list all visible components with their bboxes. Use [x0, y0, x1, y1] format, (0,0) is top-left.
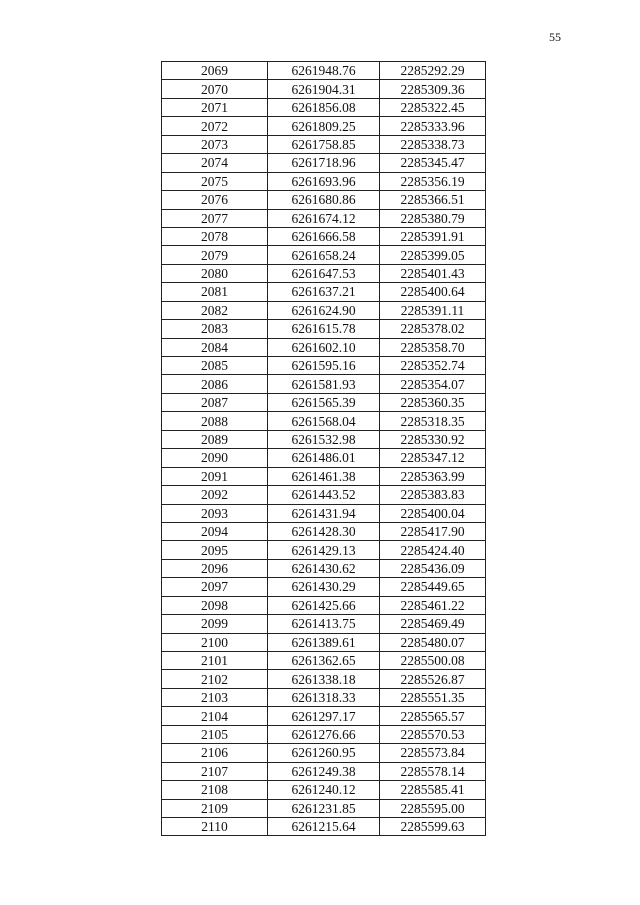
point-number-cell: 2070: [162, 80, 268, 98]
y-coordinate-cell: 2285356.19: [380, 172, 486, 190]
table-row: [162, 357, 486, 375]
point-number-cell: 2085: [162, 357, 268, 375]
table-row: [162, 412, 486, 430]
table-row: [162, 486, 486, 504]
point-number-cell: 2103: [162, 688, 268, 706]
table-row: [162, 615, 486, 633]
point-number-cell: 2093: [162, 504, 268, 522]
point-number-cell: 2074: [162, 154, 268, 172]
table-row: [162, 135, 486, 153]
x-coordinate-cell: 6261602.10: [268, 338, 380, 356]
point-number-cell: 2104: [162, 707, 268, 725]
point-number-cell: 2079: [162, 246, 268, 264]
table-row: [162, 762, 486, 780]
point-number-cell: 2100: [162, 633, 268, 651]
table-row: [162, 117, 486, 135]
y-coordinate-cell: 2285436.09: [380, 559, 486, 577]
point-number-cell: 2097: [162, 578, 268, 596]
x-coordinate-cell: 6261461.38: [268, 467, 380, 485]
coordinates-table: [161, 61, 486, 836]
table-row: [162, 80, 486, 98]
y-coordinate-cell: 2285347.12: [380, 449, 486, 467]
y-coordinate-cell: 2285360.35: [380, 393, 486, 411]
table-row: [162, 393, 486, 411]
point-number-cell: 2095: [162, 541, 268, 559]
point-number-cell: 2086: [162, 375, 268, 393]
table-row: [162, 559, 486, 577]
x-coordinate-cell: 6261486.01: [268, 449, 380, 467]
x-coordinate-cell: 6261680.86: [268, 191, 380, 209]
point-number-cell: 2071: [162, 98, 268, 116]
y-coordinate-cell: 2285309.36: [380, 80, 486, 98]
y-coordinate-cell: 2285358.70: [380, 338, 486, 356]
table-row: [162, 744, 486, 762]
point-number-cell: 2099: [162, 615, 268, 633]
table-row: [162, 725, 486, 743]
y-coordinate-cell: 2285565.57: [380, 707, 486, 725]
point-number-cell: 2106: [162, 744, 268, 762]
table-row: [162, 522, 486, 540]
point-number-cell: 2075: [162, 172, 268, 190]
x-coordinate-cell: 6261658.24: [268, 246, 380, 264]
y-coordinate-cell: 2285585.41: [380, 781, 486, 799]
x-coordinate-cell: 6261389.61: [268, 633, 380, 651]
x-coordinate-cell: 6261428.30: [268, 522, 380, 540]
table-row: [162, 301, 486, 319]
y-coordinate-cell: 2285338.73: [380, 135, 486, 153]
table-row: [162, 338, 486, 356]
x-coordinate-cell: 6261758.85: [268, 135, 380, 153]
point-number-cell: 2076: [162, 191, 268, 209]
table-row: [162, 430, 486, 448]
x-coordinate-cell: 6261718.96: [268, 154, 380, 172]
table-row: [162, 504, 486, 522]
y-coordinate-cell: 2285573.84: [380, 744, 486, 762]
x-coordinate-cell: 6261532.98: [268, 430, 380, 448]
y-coordinate-cell: 2285599.63: [380, 817, 486, 835]
x-coordinate-cell: 6261581.93: [268, 375, 380, 393]
point-number-cell: 2082: [162, 301, 268, 319]
point-number-cell: 2109: [162, 799, 268, 817]
y-coordinate-cell: 2285551.35: [380, 688, 486, 706]
x-coordinate-cell: 6261443.52: [268, 486, 380, 504]
y-coordinate-cell: 2285345.47: [380, 154, 486, 172]
point-number-cell: 2073: [162, 135, 268, 153]
point-number-cell: 2077: [162, 209, 268, 227]
x-coordinate-cell: 6261362.65: [268, 652, 380, 670]
y-coordinate-cell: 2285352.74: [380, 357, 486, 375]
y-coordinate-cell: 2285333.96: [380, 117, 486, 135]
point-number-cell: 2092: [162, 486, 268, 504]
y-coordinate-cell: 2285401.43: [380, 264, 486, 282]
page-number: 55: [549, 30, 561, 44]
y-coordinate-cell: 2285391.11: [380, 301, 486, 319]
x-coordinate-cell: 6261637.21: [268, 283, 380, 301]
x-coordinate-cell: 6261297.17: [268, 707, 380, 725]
table-row: [162, 98, 486, 116]
y-coordinate-cell: 2285391.91: [380, 227, 486, 245]
x-coordinate-cell: 6261338.18: [268, 670, 380, 688]
y-coordinate-cell: 2285363.99: [380, 467, 486, 485]
x-coordinate-cell: 6261904.31: [268, 80, 380, 98]
point-number-cell: 2084: [162, 338, 268, 356]
x-coordinate-cell: 6261318.33: [268, 688, 380, 706]
point-number-cell: 2080: [162, 264, 268, 282]
point-number-cell: 2081: [162, 283, 268, 301]
x-coordinate-cell: 6261809.25: [268, 117, 380, 135]
table-row: [162, 227, 486, 245]
table-row: [162, 62, 486, 80]
point-number-cell: 2087: [162, 393, 268, 411]
y-coordinate-cell: 2285417.90: [380, 522, 486, 540]
y-coordinate-cell: 2285383.83: [380, 486, 486, 504]
point-number-cell: 2101: [162, 652, 268, 670]
point-number-cell: 2094: [162, 522, 268, 540]
y-coordinate-cell: 2285380.79: [380, 209, 486, 227]
x-coordinate-cell: 6261856.08: [268, 98, 380, 116]
table-row: [162, 541, 486, 559]
point-number-cell: 2090: [162, 449, 268, 467]
x-coordinate-cell: 6261231.85: [268, 799, 380, 817]
x-coordinate-cell: 6261425.66: [268, 596, 380, 614]
x-coordinate-cell: 6261647.53: [268, 264, 380, 282]
x-coordinate-cell: 6261276.66: [268, 725, 380, 743]
x-coordinate-cell: 6261948.76: [268, 62, 380, 80]
point-number-cell: 2108: [162, 781, 268, 799]
table-row: [162, 375, 486, 393]
table-row: [162, 191, 486, 209]
x-coordinate-cell: 6261260.95: [268, 744, 380, 762]
y-coordinate-cell: 2285449.65: [380, 578, 486, 596]
y-coordinate-cell: 2285330.92: [380, 430, 486, 448]
y-coordinate-cell: 2285292.29: [380, 62, 486, 80]
x-coordinate-cell: 6261413.75: [268, 615, 380, 633]
x-coordinate-cell: 6261565.39: [268, 393, 380, 411]
y-coordinate-cell: 2285366.51: [380, 191, 486, 209]
y-coordinate-cell: 2285500.08: [380, 652, 486, 670]
point-number-cell: 2107: [162, 762, 268, 780]
y-coordinate-cell: 2285318.35: [380, 412, 486, 430]
y-coordinate-cell: 2285578.14: [380, 762, 486, 780]
table-row: [162, 781, 486, 799]
x-coordinate-cell: 6261431.94: [268, 504, 380, 522]
y-coordinate-cell: 2285570.53: [380, 725, 486, 743]
y-coordinate-cell: 2285424.40: [380, 541, 486, 559]
table-row: [162, 578, 486, 596]
point-number-cell: 2078: [162, 227, 268, 245]
table-row: [162, 172, 486, 190]
y-coordinate-cell: 2285400.64: [380, 283, 486, 301]
table-row: [162, 246, 486, 264]
point-number-cell: 2091: [162, 467, 268, 485]
point-number-cell: 2102: [162, 670, 268, 688]
table-row: [162, 688, 486, 706]
x-coordinate-cell: 6261615.78: [268, 320, 380, 338]
x-coordinate-cell: 6261568.04: [268, 412, 380, 430]
table-row: [162, 817, 486, 835]
point-number-cell: 2105: [162, 725, 268, 743]
table-row: [162, 449, 486, 467]
x-coordinate-cell: 6261595.16: [268, 357, 380, 375]
x-coordinate-cell: 6261624.90: [268, 301, 380, 319]
y-coordinate-cell: 2285461.22: [380, 596, 486, 614]
table-row: [162, 467, 486, 485]
x-coordinate-cell: 6261215.64: [268, 817, 380, 835]
table-row: [162, 799, 486, 817]
x-coordinate-cell: 6261430.62: [268, 559, 380, 577]
y-coordinate-cell: 2285595.00: [380, 799, 486, 817]
x-coordinate-cell: 6261430.29: [268, 578, 380, 596]
point-number-cell: 2083: [162, 320, 268, 338]
x-coordinate-cell: 6261666.58: [268, 227, 380, 245]
table-row: [162, 652, 486, 670]
point-number-cell: 2098: [162, 596, 268, 614]
table-row: [162, 633, 486, 651]
x-coordinate-cell: 6261429.13: [268, 541, 380, 559]
table-row: [162, 670, 486, 688]
y-coordinate-cell: 2285480.07: [380, 633, 486, 651]
table-body: [162, 62, 486, 836]
table-row: [162, 707, 486, 725]
x-coordinate-cell: 6261249.38: [268, 762, 380, 780]
x-coordinate-cell: 6261693.96: [268, 172, 380, 190]
y-coordinate-cell: 2285400.04: [380, 504, 486, 522]
y-coordinate-cell: 2285469.49: [380, 615, 486, 633]
point-number-cell: 2072: [162, 117, 268, 135]
table-row: [162, 209, 486, 227]
table-row: [162, 320, 486, 338]
point-number-cell: 2096: [162, 559, 268, 577]
y-coordinate-cell: 2285378.02: [380, 320, 486, 338]
point-number-cell: 2110: [162, 817, 268, 835]
x-coordinate-cell: 6261674.12: [268, 209, 380, 227]
y-coordinate-cell: 2285526.87: [380, 670, 486, 688]
table-row: [162, 596, 486, 614]
table-row: [162, 154, 486, 172]
x-coordinate-cell: 6261240.12: [268, 781, 380, 799]
point-number-cell: 2089: [162, 430, 268, 448]
y-coordinate-cell: 2285322.45: [380, 98, 486, 116]
y-coordinate-cell: 2285354.07: [380, 375, 486, 393]
table-row: [162, 264, 486, 282]
table-row: [162, 283, 486, 301]
y-coordinate-cell: 2285399.05: [380, 246, 486, 264]
point-number-cell: 2069: [162, 62, 268, 80]
point-number-cell: 2088: [162, 412, 268, 430]
